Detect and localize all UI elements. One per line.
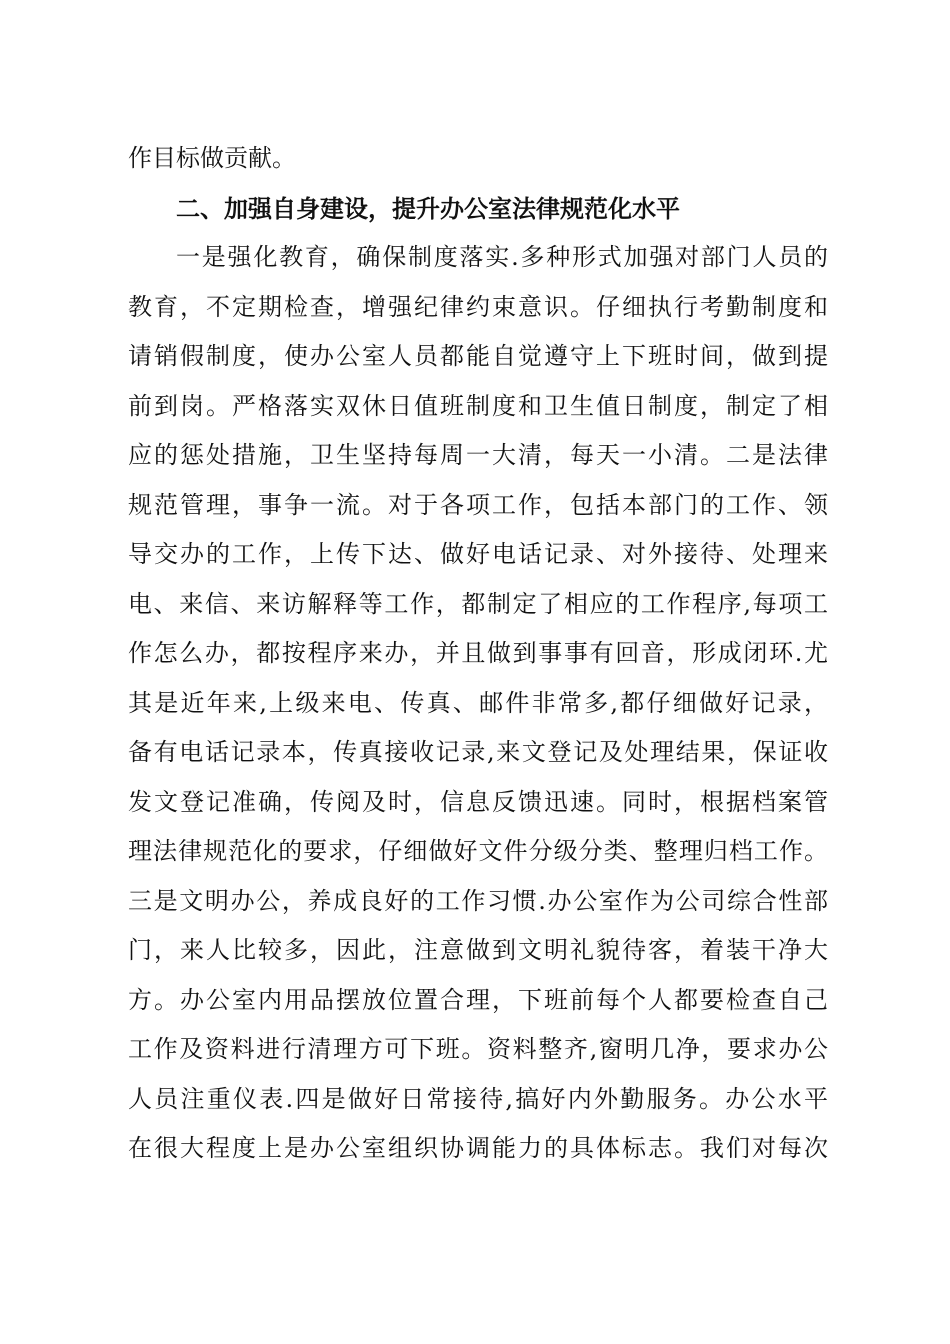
text-line: 作怎么办，都按程序来办，并且做到事事有回音，形成闭环.尤 [128,639,828,667]
text-line: 门，来人比较多，因此，注意做到文明礼貌待客，着装干净大 [128,936,828,964]
text-line: 电、来信、来访解释等工作，都制定了相应的工作程序,每项工 [128,589,828,618]
text-line: 备有电话记录本，传真接收记录,来文登记及处理结果，保证收 [128,738,828,766]
text-line: 教育，不定期检查，增强纪律约束意识。仔细执行考勤制度和 [128,292,828,321]
paragraph-end-line: 作目标做贡献。 [128,144,296,172]
text-line: 请销假制度，使办公室人员都能自觉遵守上下班时间，做到提 [128,342,828,370]
text-line: 三是文明办公，养成良好的工作习惯.办公室作为公司综合性部 [128,886,828,915]
text-line: 理法律规范化的要求，仔细做好文件分级分类、整理归档工作。 [128,837,828,865]
paragraph-first-line: 一是强化教育，确保制度落实.多种形式加强对部门人员的 [176,243,828,271]
text-line: 其是近年来,上级来电、传真、邮件非常多,都仔细做好记录， [128,688,828,717]
text-line: 规范管理，事争一流。对于各项工作，包括本部门的工作、领 [128,490,828,519]
text-line: 应的惩处措施，卫生坚持每周一大清，每天一小清。二是法律 [128,441,828,469]
text-line: 导交办的工作，上传下达、做好电话记录、对外接待、处理来 [128,540,828,568]
body-text [128,134,828,1174]
text-line: 方。办公室内用品摆放位置合理，下班前每个人都要检查自己 [128,985,828,1014]
text-line: 工作及资料进行清理方可下班。资料整齐,窗明几净，要求办公 [128,1035,828,1063]
text-line: 在很大程度上是办公室组织协调能力的具体标志。我们对每次 [128,1134,828,1162]
text-line: 发文登记准确，传阅及时，信息反馈迅速。同时，根据档案管 [128,787,828,816]
text-line: 人员注重仪表.四是做好日常接待,搞好内外勤服务。办公水平 [128,1084,828,1113]
section-heading: 二、加强自身建设，提升办公室法律规范化水平 [176,193,680,223]
text-line: 前到岗。严格落实双休日值班制度和卫生值日制度，制定了相 [128,391,828,420]
